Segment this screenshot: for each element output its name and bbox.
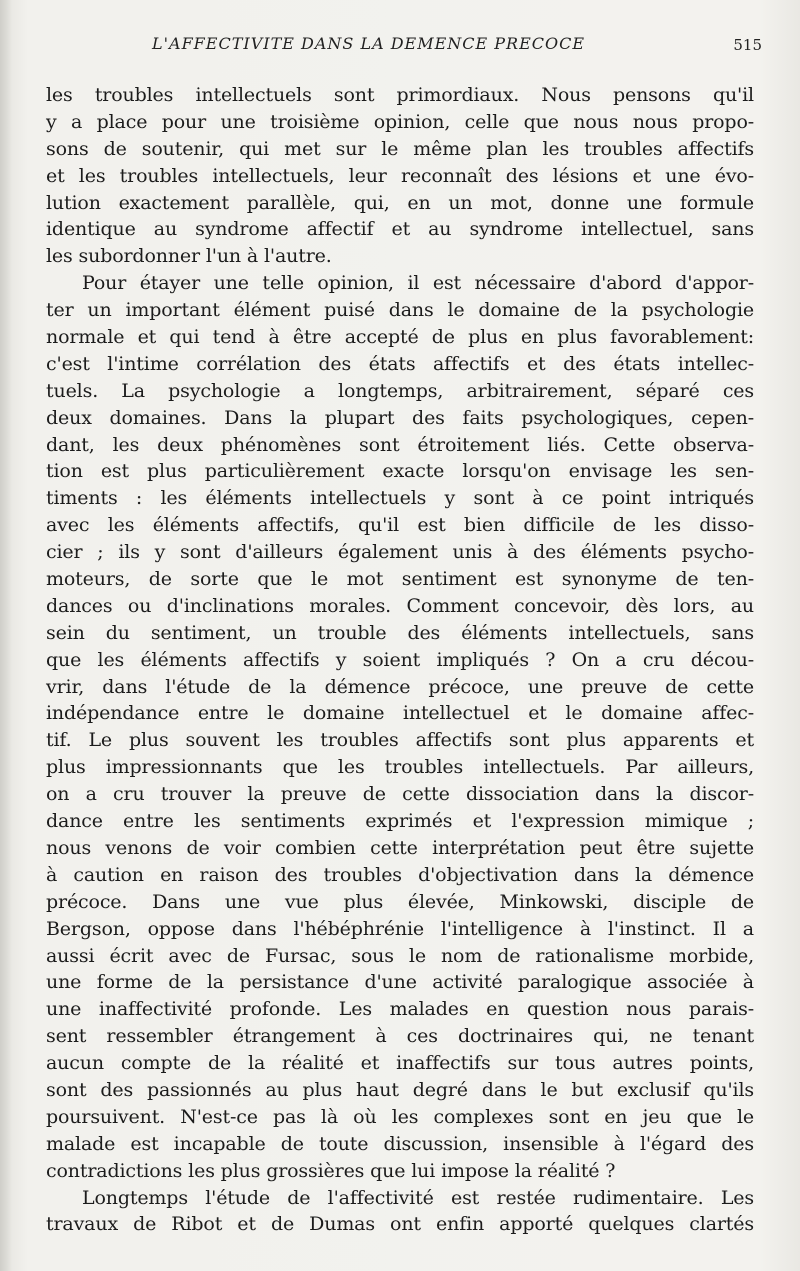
text-line: dance entre les sentiments exprimés et l'expression mimique ;: [46, 810, 754, 833]
text-line: aucun compte de la réalité et inaffectifs sur tous autres points,: [46, 1052, 754, 1075]
text-line: travaux de Ribot et de Dumas ont enfin apporté quelques clartés: [46, 1213, 754, 1236]
text-line: une forme de la persistance d'une activité paralogique associée à: [46, 971, 754, 994]
text-line: sein du sentiment, un trouble des éléments intellectuels, sans: [46, 621, 754, 644]
page-number: 515: [733, 36, 762, 54]
text-line: contradictions les plus grossières que lui impose la réalité ?: [46, 1159, 616, 1182]
text-line: c'est l'intime corrélation des états affectifs et des états intellec-: [46, 352, 754, 375]
text-line: dances ou d'inclinations morales. Comment concevoir, dès lors, au: [46, 594, 754, 617]
text-line: timents : les éléments intellectuels y sont à ce point intriqués: [46, 487, 754, 510]
text-line: sent ressembler étrangement à ces doctrinaires qui, ne tenant: [46, 1025, 754, 1048]
text-line: y a place pour une troisième opinion, celle que nous nous propo-: [46, 110, 754, 133]
page-gutter-shadow: [0, 0, 12, 1271]
text-line: moteurs, de sorte que le mot sentiment est synonyme de ten-: [46, 568, 754, 591]
text-line: tuels. La psychologie a longtemps, arbitrairement, séparé ces: [46, 379, 754, 402]
text-line: avec les éléments affectifs, qu'il est bien difficile de les disso-: [46, 514, 754, 537]
text-line: nous venons de voir combien cette interprétation peut être sujette: [46, 836, 754, 859]
text-line: Bergson, oppose dans l'hébéphrénie l'intelligence à l'instinct. Il a: [46, 917, 754, 940]
paragraph-start-line: Longtemps l'étude de l'affectivité est restée rudimentaire. Les: [82, 1186, 754, 1209]
text-line: les subordonner l'un à l'autre.: [46, 245, 332, 268]
paragraph-start-line: Pour étayer une telle opinion, il est nécessaire d'abord d'appor-: [82, 272, 754, 295]
text-line: les troubles intellectuels sont primordiaux. Nous pensons qu'il: [46, 84, 754, 106]
text-line: une inaffectivité profonde. Les malades en question nous parais-: [46, 998, 754, 1021]
text-line: plus impressionnants que les troubles intellectuels. Par ailleurs,: [46, 756, 754, 779]
text-line: poursuivent. N'est-ce pas là où les complexes sont en jeu que le: [46, 1105, 754, 1128]
text-line: précoce. Dans une vue plus élevée, Minkowski, disciple de: [46, 890, 754, 913]
text-line: ter un important élément puisé dans le domaine de la psychologie: [46, 299, 754, 322]
text-line: dant, les deux phénomènes sont étroitement liés. Cette observa-: [46, 433, 754, 456]
text-line: sons de soutenir, qui met sur le même plan les troubles affectifs: [46, 137, 754, 160]
text-line: tif. Le plus souvent les troubles affectifs sont plus apparents et: [46, 729, 754, 752]
text-line: que les éléments affectifs y soient impliqués ? On a cru décou-: [46, 648, 754, 671]
text-line: deux domaines. Dans la plupart des faits psychologiques, cepen-: [46, 406, 754, 429]
text-line: malade est incapable de toute discussion, insensible à l'égard des: [46, 1132, 754, 1155]
running-title: L'AFFECTIVITE DANS LA DEMENCE PRECOCE: [152, 34, 586, 53]
text-line: sont des passionnés au plus haut degré dans le but exclusif qu'ils: [46, 1078, 754, 1101]
text-line: identique au syndrome affectif et au syndrome intellectuel, sans: [46, 218, 754, 241]
body-text: [46, 82, 754, 1238]
text-line: et les troubles intellectuels, leur reconnaît des lésions et une évo-: [46, 164, 754, 187]
text-line: tion est plus particulièrement exacte lorsqu'on envisage les sen-: [46, 460, 754, 483]
running-header: [44, 34, 760, 58]
text-line: aussi écrit avec de Fursac, sous le nom de rationalisme morbide,: [46, 944, 754, 967]
text-line: normale et qui tend à être accepté de plus en plus favorablement:: [46, 326, 754, 349]
text-line: cier ; ils y sont d'ailleurs également unis à des éléments psycho-: [46, 541, 754, 564]
text-line: lution exactement parallèle, qui, en un mot, donne une formule: [46, 191, 754, 214]
text-line: indépendance entre le domaine intellectuel et le domaine affec-: [46, 702, 754, 725]
text-line: à caution en raison des troubles d'objectivation dans la démence: [46, 863, 754, 886]
text-line: on a cru trouver la preuve de cette dissociation dans la discor-: [46, 783, 754, 806]
text-line: vrir, dans l'étude de la démence précoce, une preuve de cette: [46, 675, 754, 698]
